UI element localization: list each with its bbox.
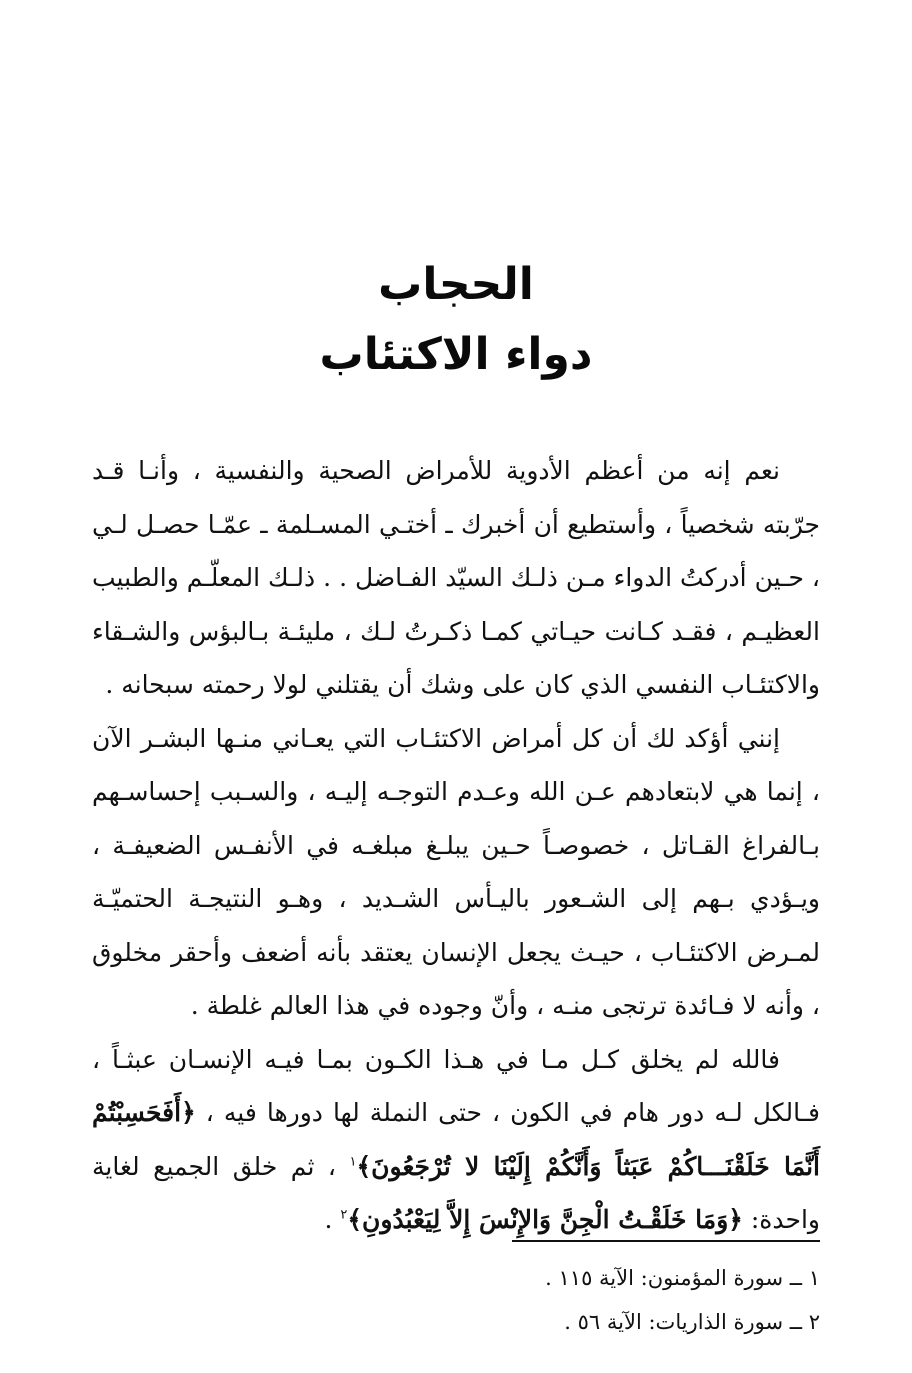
footnote-1: ١ ــ سورة المؤمنون: الآية ١١٥ . (545, 1266, 820, 1290)
paragraph-3-tail: . (324, 1205, 333, 1234)
footnote-2: ٢ ــ سورة الذاريات: الآية ٥٦ . (564, 1310, 820, 1334)
paragraph-3-lead: فالله لم يخلق كـل مـا في هـذا الكـون بمـا فيـه الإنسـان عبثـاً ، فـالكل لـه دور هام في الكون ، حتى النملة لها دورها فيه ، (92, 1044, 820, 1127)
footnote-ref-2: ٢ (340, 1207, 348, 1223)
footnote-divider (512, 1240, 820, 1242)
body-text (92, 444, 820, 1247)
quran-quote-1: ﴿أَفَحَسِبْتُمْ أَنَّمَا خَلَقْنَـــاكُمْ عَبَثاً وَأَنَّكُمْ إِلَيْنَا لا تُرْجَعُونَ﴾ (92, 1098, 820, 1181)
chapter-title-block (0, 250, 912, 390)
footnote-ref-1: ١ (349, 1154, 357, 1170)
paragraph-3-middle: ، ثم خلق الجميع لغاية واحدة: (92, 1151, 820, 1234)
quran-quote-2: ﴿وَمَا خَلَقْـتُ الْجِنَّ وَالإِنْسَ إِلاَّ لِيَعْبُدُونِ﴾ (347, 1205, 743, 1234)
chapter-subtitle: دواء الاكتئاب (319, 329, 593, 380)
chapter-title: الحجاب (378, 259, 534, 310)
paragraph-1: نعم إنه من أعظم الأدوية للأمراض الصحية والنفسية ، وأنـا قـد جرّبته شخصياً ، وأستطيع أن أخبرك ـ أختـي المسـلمة ـ عمّـا حصـل لـي ، حـين أدركتُ الدواء مـن ذلـك السيّد الفـاضل . . ذلـك المعلّـم والطبيب العظيـم ، فقـد كـانت حيـاتي كمـا ذكـرتُ لـك ، مليئـة بـالبؤس والشـقاء والاكتئـاب النفسي الذي كان على وشك أن يقتلني لولا رحمته سبحانه . (92, 456, 820, 699)
paragraph-2: إنني أؤكد لك أن كل أمراض الاكتئـاب التي يعـاني منـها البشـر الآن ، إنما هي لابتعادهم عـن الله وعـدم التوجـه إليـه ، والسـبب إحساسـهم بـالفراغ القـاتل ، خصوصـاً حـين يبلـغ مبلغـه في الأنفـس الضعيفـة ، ويـؤدي بـهم إلى الشـعور باليـأس الشـديد ، وهـو النتيجـة الحتميّـة لمـرض الاكتئـاب ، حيـث يجعل الإنسان يعتقد بأنه أضعف وأحقر مخلوق ، وأنه لا فـائدة ترتجى منـه ، وأنّ وجوده في هذا العالم غلطة . (92, 723, 820, 1020)
paragraph-3 (92, 1033, 820, 1247)
footnotes (320, 1256, 820, 1344)
